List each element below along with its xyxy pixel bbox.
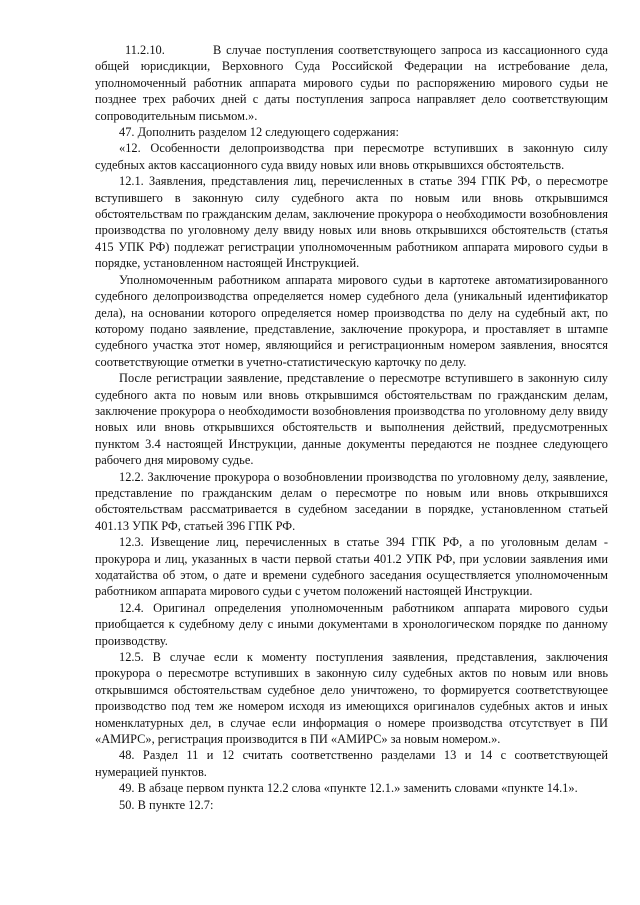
paragraph-item-47: 47. Дополнить разделом 12 следующего содержания: <box>119 125 399 140</box>
paragraph-item-49: 49. В абзаце первом пункта 12.2 слова «пункте 12.1.» заменить словами «пункте 14.1». <box>119 781 578 796</box>
paragraph-12-1: 12.1. Заявления, представления лиц, перечисленных в статье 394 ГПК РФ, о пересмотре вступившего в законную силу судебного акта по новым или вновь открывшимся обстоятельствам по гражданским делам, заключение прокурора о необходимости возобновления производства по уголовному делу ввиду новых или вновь открывшихся обстоятельств (статья 415 УПК РФ) подлежат регистрации уполномоченным работником аппарата мирового судьи в порядке, установленном настоящей Инструкцией. <box>95 174 608 271</box>
document-page <box>95 42 608 813</box>
paragraph-item-50: 50. В пункте 12.7: <box>119 797 214 812</box>
paragraph-12-1-registration: Уполномоченным работником аппарата мирового судьи в картотеке автоматизированного судебного делопроизводства определяется номер судебного дела (уникальный идентификатор дела), на основании которого определяется номер производства по делу на судебный акт, по которому подано заявление, представление, заключение прокурора, и проставляет в штампе судебного участка этот номер, являющийся и регистрационным номером заявления, вносятся соответствующие отметки в учетно-статистическую карточку по делу. <box>95 272 608 369</box>
paragraph-12-4: 12.4. Оригинал определения уполномоченным работником аппарата мирового судьи приобщается к судебному делу с иными документами в хронологическом порядке по данному производству. <box>95 600 608 648</box>
paragraph-12-5: 12.5. В случае если к моменту поступления заявления, представления, заключения прокурора о пересмотре вступивших в законную силу судебных актов по новым или вновь открывшимся обстоятельствам судебное дело уничтожено, то формируется соответствующее производство под тем же номером исходя из имеющихся оригиналов судебных актов и иных номенклатурных дел, в случае если информация о номере производства отсутствует в ПИ «АМИРС», регистрация производится в ПИ «АМИРС» за новым номером.». <box>95 650 608 747</box>
paragraph-section-12-heading: «12. Особенности делопроизводства при пересмотре вступивших в законную силу судебных актов кассационного суда ввиду новых или вновь открывшихся обстоятельств. <box>95 141 608 172</box>
paragraph-text: В случае поступления соответствующего запроса из кассационного суда общей юрисдикции, Верховного Суда Российской Федерации на истребование дела, уполномоченный работник аппарата мирового судьи по распоряжению мирового судьи не позднее трех рабочих дней с даты поступления запроса направляет дело соответствующим сопроводительным письмом.». <box>95 43 608 123</box>
paragraph-11-2-10 <box>95 42 608 124</box>
paragraph-12-1-transfer: После регистрации заявление, представление о пересмотре вступившего в законную силу судебного акта по новым или вновь открывшимся обстоятельствам по гражданским делам, заключение прокурора о необходимости возобновления производства по уголовному делу ввиду новых или вновь открывшихся обстоятельств и выполнения действий, предусмотренных пунктом 3.4 настоящей Инструкции, данные документы передаются не позднее следующего рабочего дня мировому судье. <box>95 371 608 468</box>
clause-number: 11.2.10. <box>125 43 165 57</box>
paragraph-12-2: 12.2. Заключение прокурора о возобновлении производства по уголовному делу, заявление, представление по гражданским делам о пересмотре по новым или вновь открывшихся обстоятельствам рассматривается в судебном заседании в порядке, установленном статьей 401.13 УПК РФ, статьей 396 ГПК РФ. <box>95 469 608 533</box>
paragraph-item-48: 48. Раздел 11 и 12 считать соответственно разделами 13 и 14 с соответствующей нумерацией пунктов. <box>95 748 608 779</box>
paragraph-12-3: 12.3. Извещение лиц, перечисленных в статье 394 ГПК РФ, а по уголовным делам - прокурора и лиц, указанных в части первой статьи 401.2 УПК РФ, при условии заявления ими ходатайства об этом, о дате и времени судебного заседания осуществляется уполномоченным работником аппарата мирового судьи с учетом положений настоящей Инструкции. <box>95 535 608 599</box>
